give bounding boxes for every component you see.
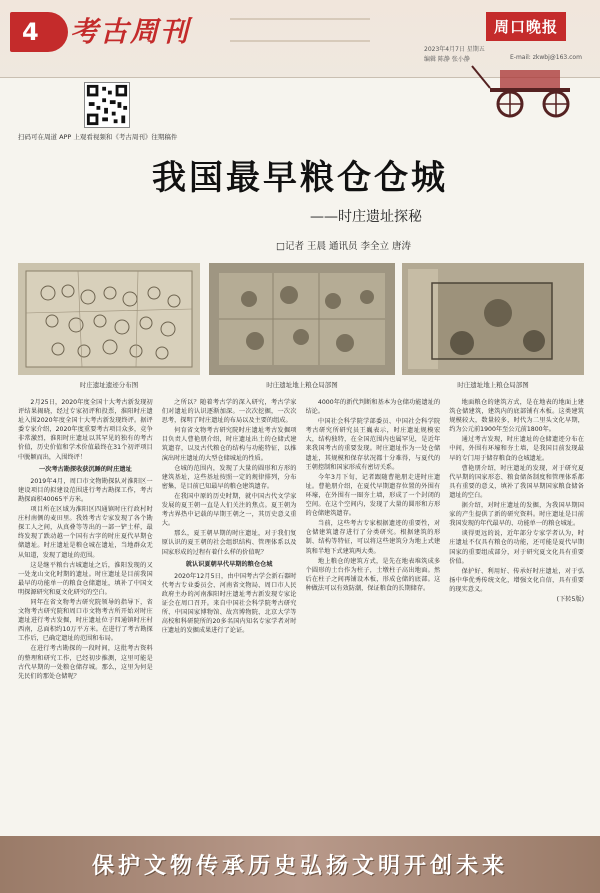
section-heading: 一次考古勘探收获沉睡的时庄遗址 (38, 465, 132, 473)
slogan-banner (0, 836, 600, 893)
newspaper-brand: 周口晚报 (486, 12, 566, 41)
editor-credit: 编辑 陈静 张小静 (424, 56, 470, 63)
text-column (306, 398, 441, 830)
slogan: 弘扬文明 (300, 853, 405, 879)
article-paragraph: 2020年12月5日，由中国考古学会新石器时代考古专业委员会、河南省文物局、周口市人民政府主办的河南淮阳时庄遗址考古新发现专家论证会在周口召开。来自中国社会科学院考古研究所、中国国家博物馆、故宫博物院、北京大学等高校和科研院所的20多名国内知名专家学者对时庄遗址的发掘成果进行了论证。 (161, 572, 297, 635)
contact-email: E-mail: zkwbj@163.com (510, 54, 582, 61)
article-paragraph: 地上粮仓的建筑方式，是先在地表堆筑成多个圆形的土台作为柱子，土墩柱子高出地面。然后在柱子之间再铺设木板，形成仓储的底部。这种做法可以有效防潮，保证粮食的长期储存。 (305, 557, 441, 592)
photo-caption: 时庄遗址地上粮仓局部图 (266, 381, 338, 389)
issue-date: 2023年4月7日 星期五 (424, 46, 485, 53)
article-paragraph: 这是继平粮台古城遗址之后，淮阳发现的又一处龙山文化时期的遗址。时庄遗址是目前我国最早的功能单一的粮食仓储遗址，填补了中国文明探源研究和夏文化研究的空白。 (18, 561, 153, 596)
photo-site-distribution-map (18, 263, 200, 375)
article-paragraph: 之所以？随着考古学的深入研究，考古学家们对遗址的认识逐渐加深。一次次挖掘，一次次思考，探明了时庄遗址的布局以及主要的组成。 (161, 399, 297, 425)
article-paragraph: 仓城的范围内，发现了大量的圆形和方形的建筑基址，这些基址按照一定的规律排列，分布密集，是目前已知最早的粮仓建筑遗存。 (161, 464, 297, 490)
text-column (449, 398, 584, 830)
article-paragraph: 项目所在区域为淮阳区四通镇时庄行政村时庄村南侧的麦田里。我姓考古专家发现了各个勘探工人之间，从真叠等等出的一部一铲土样，最终发现了跌动越一个国有古字的时庄夏代早期仓储遗址。时庄遗址是粮仓城在遗址，当地群众无从知道，发现了遗址的范围。 (18, 506, 153, 559)
article-paragraph: 4000年的新代判断和基本为仓储功能遗址的结论。 (305, 399, 441, 416)
slogan: 传承历史 (195, 853, 300, 879)
article-paragraph: 地面粮仓的建筑方式，是在地表的地面上建筑仓储建筑，建筑内的底部铺有木板。这类建筑规模较大，数量较多，时代为二里头文化早期，约为公元前1900年至公元前1800年。 (449, 399, 584, 434)
photo-caption: 时庄遗址地上粮仓局部图 (457, 381, 529, 389)
article-paragraph: 在我国中原的历史时期，就中国古代文学家发展的夏王朝一直是人们关注的焦点。夏王朝为考古界热中记载的早期王朝之一，其历史意义重大。 (161, 492, 297, 528)
article-headline: 我国最早粮仓仓城 (152, 158, 448, 198)
article-byline: □记者 王晨 通讯员 李全立 唐涛 (276, 241, 412, 252)
article-paragraph: 2月25日，2020年度全国十大考古新发现初评结果揭晓，经过专家初评和投票，淮阳时庄遗址入围2020年度全国十大考古新发现终评。据评委专家介绍，2020年度重要考古项目众多，竞争非常激烈，淮阳时庄遗址以其罕见的独有的考古价值，历史价值和学术价值最终在31个初评项目中脱颖而出，入围终评！ (18, 399, 153, 461)
article-paragraph: 2019年4月，周口市文物勘探队对淮阳区一建设项目的拟建设范围进行考古勘探工作，考古勘探面积40065平方米。 (18, 477, 153, 503)
article-paragraph: 通过考古发现，时庄遗址的仓储遗迹分布在中间，外围有环壕和夯土墙，是我国目前发现最早的专门用于储存粮食的仓城遗址。 (449, 436, 584, 462)
photo-granary-detail-2 (402, 263, 584, 375)
masthead (0, 0, 600, 78)
article-paragraph: 今年3月下旬，记者跟随曹艳朋走进时庄遗址。曹艳朋介绍，在夏代早期遗存位置的外围有环壕，在外围有一圈夯土墙，形成了一个封闭的空间。在这个空间内，发现了大量的圆形和方形的仓储建筑遗存。 (305, 473, 441, 518)
article-paragraph: 中国社会科学院学部委员、中国社会科学院考古研究所研究员王巍表示，时庄遗址规模宏大，结构独特，在全国范围内也属罕见，是近年来我国考古的重要发现。时庄遗址作为一处仓储遗址，其规模和保存状况都十分难得，与夏代的王朝控制和国家形成有密切关系。 (305, 418, 441, 471)
article-subheadline: ——时庄遗址探秘 (310, 209, 422, 225)
article-paragraph: 保护好、利用好、传承好时庄遗址，对于弘扬中华优秀传统文化，增强文化自信，具有重要的现实意义。 (449, 567, 584, 593)
section-heading: 就认识夏朝早代早期的粮仓仓城 (185, 560, 273, 568)
article-paragraph: 在进行考古勘探的一段时间，这批考古资料的整理和研究工作，已经初步推测，这里可能是古代早期的一处粮仓储存城。那么，这里为何是先民们的那处仓储呢？ (18, 645, 153, 680)
slogan: 保护文物 (91, 853, 196, 879)
text-column (18, 398, 153, 830)
qr-caption: 扫码可在周道 APP 上观看视频和《考古周刊》往期稿件 (18, 133, 178, 141)
decorative-pattern (230, 18, 370, 42)
text-column (162, 398, 297, 830)
photo-granary-detail-1 (209, 263, 395, 375)
page-number-badge: 4 (10, 12, 68, 52)
slogan: 开创未来 (404, 853, 509, 879)
article-paragraph: 何育省文物考古研究院时庄遗址考古发掘项目负责人曹艳朋介绍，时庄遗址出土的仓储式建筑遗存，以及古代粮仓的结构与功能特征，以推演出时庄遗址的大型仓储城址的性质。 (161, 427, 297, 462)
article-paragraph: 同年在省文物考古研究院领导的指导下，省文物考古研究院和周口市文物考古所开始对时庄遗址进行考古发掘，时庄遗址位于四通镇时庄村西南，总面积约10万平方米。在进行了考古勘探工作后，已确定遗址的范围和布局。 (18, 598, 153, 643)
column-title: 考古周刊 (70, 15, 191, 48)
article-body (18, 398, 584, 830)
photo-caption: 时庄遗址遗迹分布图 (79, 381, 139, 389)
chariot-illustration (470, 58, 580, 128)
article-paragraph: 曹艳朋介绍，时庄遗址的发现，对于研究夏代早期的国家形态、粮食储备制度和管理体系都具有重要的意义，填补了我国早期国家粮食储备遗址的空白。 (449, 464, 584, 499)
continued-note: (下转5版) (556, 595, 584, 603)
qr-code[interactable] (84, 82, 130, 128)
article-paragraph: 谈得更远的说，近年部分专家学者认为，时庄遗址不仅具有粮仓的功能，还可能是夏代早期国家的重要组成部分，对于研究夏文化具有重要价值。 (449, 530, 584, 565)
article-paragraph: 当前，这些考古专家根据遗迹的重要性，对仓储建筑遗存进行了分类研究。根据建筑的形制、结构等特征，可以将这些建筑分为地上式建筑和半地下式建筑两大类。 (305, 520, 441, 555)
article-paragraph: 那么，夏王朝早期的时庄遗址，对于我们复原认识的夏王朝的社会组织结构、管理体系以及国家形成的过程有着什么样的价值呢？ (161, 530, 297, 556)
article-paragraph: 据介绍，对时庄遗址的发掘，为我国早期国家的产生提供了新的研究资料。时庄遗址是目前我国发现的年代最早的、功能单一的粮仓城址。 (449, 502, 584, 528)
